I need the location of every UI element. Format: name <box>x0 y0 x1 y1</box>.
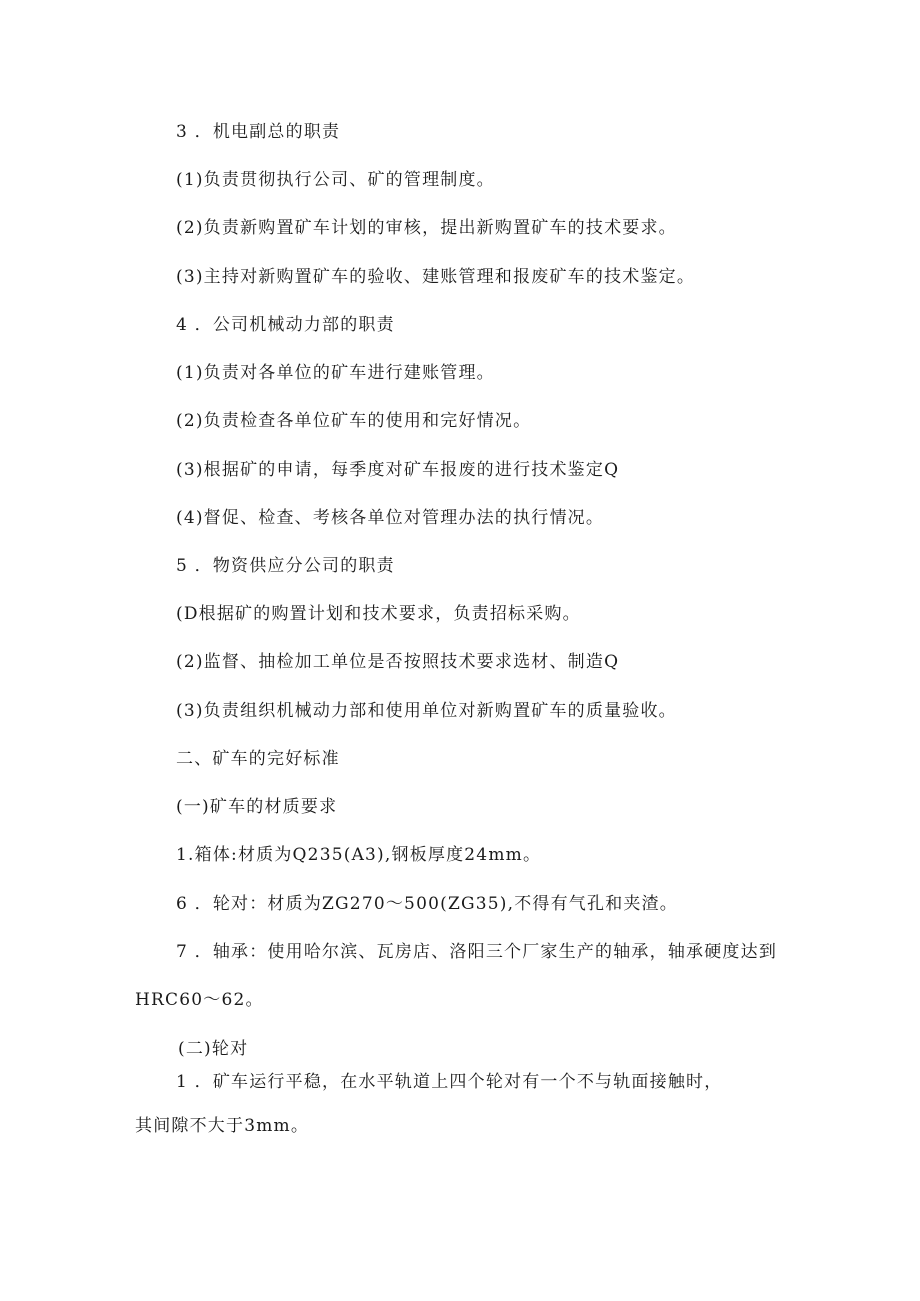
paragraph: (3)主持对新购置矿车的验收、建账管理和报废矿车的技术鉴定。 <box>176 267 696 287</box>
section-heading-5: 5 ．物资供应分公司的职责 <box>176 556 395 576</box>
paragraph: (1)负责贯彻执行公司、矿的管理制度。 <box>176 170 495 190</box>
paragraph: (3)根据矿的申请，每季度对矿车报废的进行技术鉴定Q <box>176 460 620 480</box>
paragraph: (3)负责组织机械动力部和使用单位对新购置矿车的质量验收。 <box>176 701 677 721</box>
paragraph: (1)负责对各单位的矿车进行建账管理。 <box>176 363 495 383</box>
paragraph: 1.箱体:材质为Q235(A3),钢板厚度24mm。 <box>176 845 542 865</box>
paragraph: 6 ．轮对：材质为ZG270～500(ZG35),不得有气孔和夹渣。 <box>176 894 678 914</box>
subsection-heading: (一)矿车的材质要求 <box>176 797 338 817</box>
paragraph-continuation: HRC60～62。 <box>135 990 264 1010</box>
paragraph: (D根据矿的购置计划和技术要求，负责招标采购。 <box>176 604 581 624</box>
paragraph: 1 ．矿车运行平稳，在水平轨道上四个轮对有一个不与轨面接触时， <box>176 1072 723 1092</box>
paragraph: (2)负责检查各单位矿车的使用和完好情况。 <box>176 411 532 431</box>
section-heading-4: 4 ．公司机械动力部的职责 <box>176 315 395 335</box>
paragraph-continuation: 其间隙不大于3mm。 <box>135 1116 310 1136</box>
paragraph: 7 ．轴承：使用哈尔滨、瓦房店、洛阳三个厂家生产的轴承，轴承硬度达到 <box>176 942 778 962</box>
paragraph: (2)负责新购置矿车计划的审核，提出新购置矿车的技术要求。 <box>176 218 677 238</box>
section-heading-3: 3 ．机电副总的职责 <box>176 122 341 142</box>
chapter-heading: 二、矿车的完好标准 <box>176 749 340 769</box>
paragraph: (4)督促、检查、考核各单位对管理办法的执行情况。 <box>176 508 605 528</box>
paragraph: (2)监督、抽检加工单位是否按照技术要求选材、制造Q <box>176 652 620 672</box>
subsection-heading: (二)轮对 <box>178 1039 249 1059</box>
